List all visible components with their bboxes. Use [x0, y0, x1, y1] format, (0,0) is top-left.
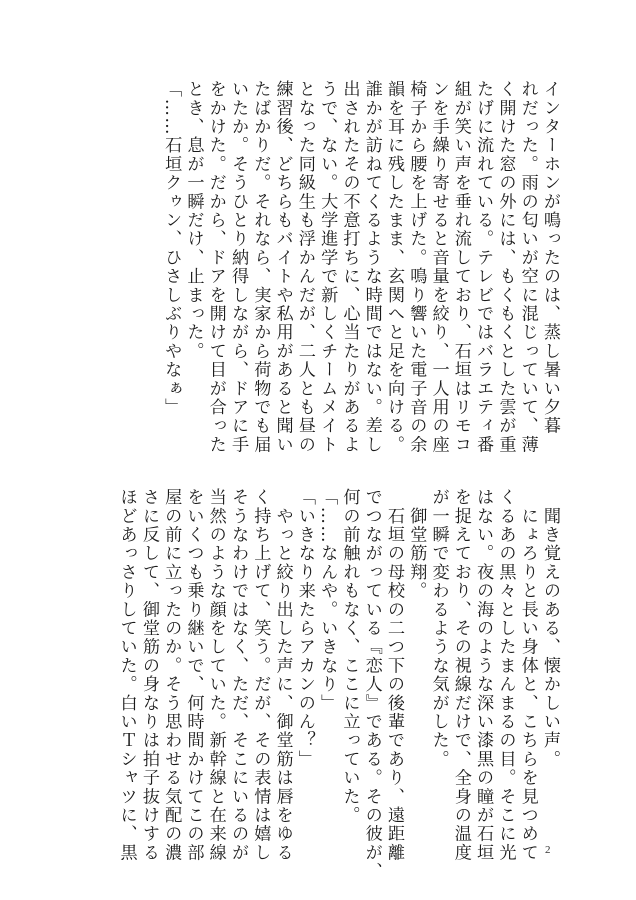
text-column: 屋の前に立ったのか。そう思わせる気配の濃: [161, 488, 182, 862]
text-column: をかけた。だから、ドアを開けて目が合った: [205, 80, 226, 454]
text-column: 出されたその不意打ちに、心当たりがあるよ: [339, 80, 360, 454]
page-number: 2: [545, 844, 551, 856]
text-block-top: [74, 80, 560, 454]
text-column: そうなわけではなく、ただ、そこにいるのが: [228, 488, 249, 862]
text-column: 練習後、どちらもバイトや私用があると聞い: [272, 80, 293, 454]
text-column: 「……なんや。いきなり」: [317, 488, 338, 713]
text-column: にょろりと長い身体と、こちらを見つめて: [517, 488, 538, 862]
text-column: 御堂筋翔。: [406, 488, 427, 601]
text-column: インターホンが鳴ったのは、蒸し暑い夕暮: [540, 80, 560, 436]
text-column: れだった。雨の匂いが空に混じっていて、薄: [517, 80, 538, 454]
text-column: はない。夜の海のような深い漆黒の瞳が石垣: [473, 488, 494, 862]
text-column: 「いきなり来たらアカンのん？」: [294, 488, 315, 769]
text-column: 「……石垣クゥン、ひさしぶりやなぁ」: [161, 80, 182, 417]
text-column: 椅子から腰を上げた。鳴り響いた電子音の余: [406, 80, 427, 454]
text-column: 当然のような顔をしていた。新幹線と在来線: [205, 488, 226, 862]
text-column: さに反して、御堂筋の身なりは拍子抜けする: [138, 488, 159, 862]
text-column: をいくつも乗り継いで、何時間かけてこの部: [183, 488, 204, 862]
text-column: を捉えており、その視線だけで、全身の温度: [450, 488, 471, 862]
text-column: 組が笑い声を垂れ流しており、石垣はリモコ: [450, 80, 471, 454]
text-column: たばかりだ。それなら、実家から荷物でも届: [250, 80, 271, 454]
text-column: いたか。そうひとり納得しながら、ドアに手: [228, 80, 249, 454]
text-column: でつながっている『恋人』である。その彼が、: [361, 488, 382, 881]
text-column: ほどあっさりしていた。白いＴシャツに、黒: [116, 488, 137, 862]
text-column: 石垣の母校の二つ下の後輩であり、遠距離: [384, 488, 405, 862]
text-column: となった同級生も浮かんだが、二人とも昼の: [294, 80, 315, 454]
text-column: く開けた窓の外には、もくもくとした雲が重: [495, 80, 516, 454]
text-column: 誰かが訪ねてくるような時間ではない。差し: [361, 80, 382, 454]
text-column: たげに流れている。テレビではバラエティ番: [473, 80, 494, 454]
text-column: 聞き覚えのある、懐かしい声。: [540, 488, 560, 769]
text-column: く持ち上げて、笑う。だが、その表情は嬉し: [250, 488, 271, 862]
text-column: くるあの黒々としたまんまるの目。そこに光: [495, 488, 516, 862]
text-column: うで、ない。大学進学で新しくチームメイト: [317, 80, 338, 454]
text-column: とき、息が一瞬だけ、止まった。: [183, 80, 204, 361]
text-column: が一瞬で変わるような気がした。: [428, 488, 449, 769]
text-column: 何の前触れもなく、ここに立っていた。: [339, 488, 360, 825]
text-column: 韻を耳に残したまま、玄関へと足を向ける。: [384, 80, 405, 454]
text-block-bottom: [74, 488, 560, 881]
text-column: ンを手繰り寄せると音量を絞り、一人用の座: [428, 80, 449, 454]
text-column: やっと絞り出した声に、御堂筋は唇をゆる: [272, 488, 293, 862]
